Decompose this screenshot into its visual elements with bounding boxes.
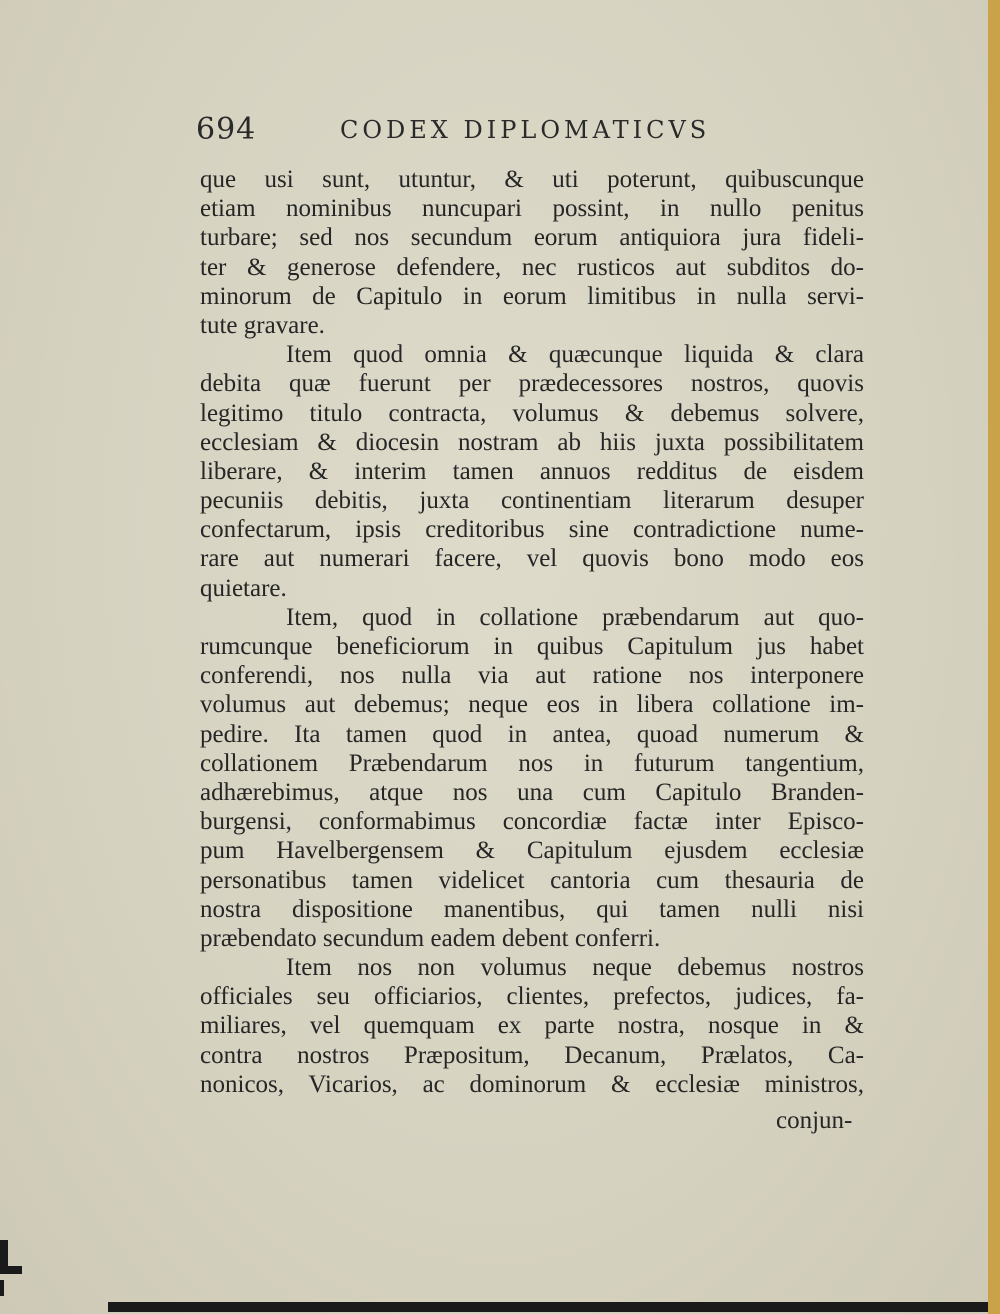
page-number: 694 [196,112,257,147]
text-line: etiam nominibus nuncupari possint, in nullo penitus [200,195,864,223]
text-line: ecclesiam & diocesin nostram ab hiis juxta possibilitatem [200,428,864,456]
text-line: nonicos, Vicarios, ac dominorum & ecclesiæ ministros, [200,1070,864,1098]
text-line: miliares, vel quemquam ex parte nostra, nosque in & [200,1012,864,1040]
text-line: confectarum, ipsis creditoribus sine contradictione nume- [200,516,864,544]
text-line: Item nos non volumus neque debemus nostros [286,954,864,982]
text-line: tute gravare. [200,311,325,339]
text-line: pum Havelbergensem & Capitulum ejusdem ecclesiæ [200,837,864,865]
running-title: CODEX DIPLOMATICVS [340,116,711,144]
text-line: pecuniis debitis, juxta continentiam literarum desuper [200,487,864,515]
text-line: Item quod omnia & quæcunque liquida & clara [286,341,864,369]
text-line: debita quæ fuerunt per prædecessores nostros, quovis [200,370,864,398]
text-line: contra nostros Præpositum, Decanum, Prælatos, Ca- [200,1041,864,1069]
text-line: pedire. Ita tamen quod in antea, quoad numerum & [200,720,864,748]
catchword: conjun- [776,1107,853,1134]
text-line: minorum de Capitulo in eorum limitibus in nulla servi- [200,282,864,310]
text-line: quietare. [200,574,287,602]
corner-mark [0,1240,22,1296]
bottom-shadow [108,1302,988,1312]
text-line: burgensi, conformabimus concordiæ factæ inter Episco- [200,808,864,836]
text-line: personatibus tamen videlicet cantoria cum thesauria de [200,866,864,894]
text-line: conferendi, nos nulla via aut ratione nos interponere [200,662,864,690]
text-line: Item, quod in collatione præbendarum aut quo- [286,603,864,631]
text-line: legitimo titulo contracta, volumus & debemus solvere, [200,399,864,427]
text-line: volumus aut debemus; neque eos in libera collatione im- [200,691,864,719]
text-line: præbendato secundum eadem debent conferri. [200,924,661,952]
page-header [196,112,866,152]
text-line: officiales seu officiarios, clientes, prefectos, judices, fa- [200,983,864,1011]
text-line: que usi sunt, utuntur, & uti poterunt, quibuscunque [200,166,864,193]
text-line: liberare, & interim tamen annuos redditus de eisdem [200,457,864,485]
page-edge [988,0,1000,1314]
text-line: collationem Præbendarum nos in futurum tangentium, [200,749,864,777]
text-line: turbare; sed nos secundum eorum antiquiora jura fideli- [200,224,864,252]
text-line: adhærebimus, atque nos una cum Capitulo Branden- [200,778,864,806]
body-text [200,165,864,1099]
text-line: rumcunque beneficiorum in quibus Capitulum jus habet [200,633,864,660]
text-line: ter & generose defendere, nec rusticos aut subditos do- [200,253,864,281]
text-line: rare aut numerari facere, vel quovis bono modo eos [200,545,864,573]
text-line: nostra dispositione manentibus, qui tamen nulli nisi [200,895,864,923]
